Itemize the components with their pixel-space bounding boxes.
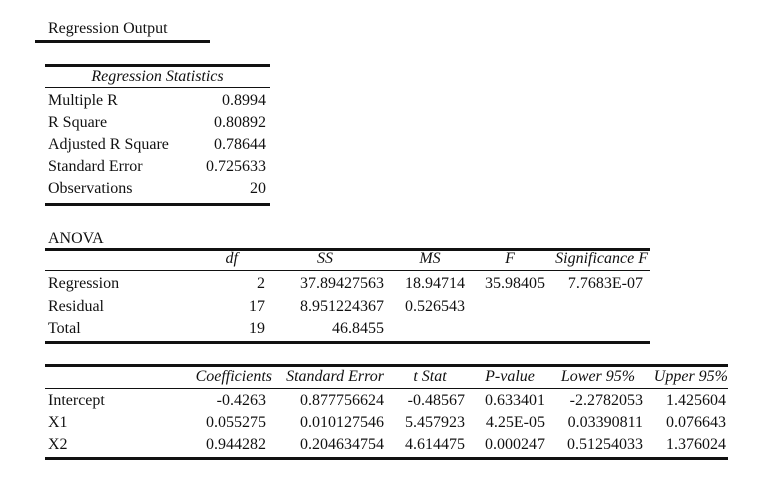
anova-header-significance-f: Significance F <box>555 250 648 267</box>
coef-se-intercept: 0.877756624 <box>300 392 384 409</box>
coef-p-x2: 0.000247 <box>485 436 545 453</box>
coef-upper-intercept: 1.425604 <box>666 392 726 409</box>
stats-header: Regression Statistics <box>91 68 224 85</box>
stats-label-r-square: R Square <box>48 114 108 131</box>
coef-t-x1: 5.457923 <box>405 414 465 431</box>
anova-header-ms: MS <box>419 250 441 267</box>
stats-value-observations: 20 <box>250 180 266 197</box>
title-underline <box>35 40 210 43</box>
stats-header-rule <box>45 87 270 88</box>
stats-value-r-square: 0.80892 <box>214 114 266 131</box>
coef-value-intercept: -0.4263 <box>216 392 266 409</box>
stats-label-adjusted-r-square: Adjusted R Square <box>48 136 169 153</box>
coef-header-p-value: P-value <box>485 368 535 385</box>
coef-lower-intercept: -2.2782053 <box>569 392 643 409</box>
coef-upper-x1: 0.076643 <box>666 414 726 431</box>
coef-label-x1: X1 <box>48 414 68 431</box>
coef-header-lower-95: Lower 95% <box>560 368 636 385</box>
anova-ss-residual: 8.951224367 <box>300 298 384 315</box>
anova-f-regression: 35.98405 <box>485 275 545 292</box>
anova-label-regression: Regression <box>48 275 120 292</box>
anova-ss-total: 46.8455 <box>332 320 384 337</box>
stats-top-rule <box>45 64 270 67</box>
coef-header-standard-error: Standard Error <box>286 368 384 385</box>
coef-bottom-rule <box>45 457 728 460</box>
anova-title: ANOVA <box>48 230 104 247</box>
page-title: Regression Output <box>48 20 168 37</box>
anova-df-residual: 17 <box>249 298 265 315</box>
anova-label-total: Total <box>48 320 81 337</box>
stats-label-multiple-r: Multiple R <box>48 92 118 109</box>
coef-se-x1: 0.010127546 <box>300 414 384 431</box>
anova-sig-regression: 7.7683E-07 <box>567 275 643 292</box>
coef-p-x1: 4.25E-05 <box>485 414 545 431</box>
anova-header-df: df <box>225 250 238 267</box>
stats-value-multiple-r: 0.8994 <box>222 92 266 109</box>
coef-top-rule <box>45 364 728 367</box>
anova-header-rule <box>45 270 650 271</box>
coef-upper-x2: 1.376024 <box>666 436 726 453</box>
coef-header-t-stat: t Stat <box>413 368 447 385</box>
coef-t-intercept: -0.48567 <box>407 392 465 409</box>
coef-t-x2: 4.614475 <box>405 436 465 453</box>
anova-ss-regression: 37.89427563 <box>300 275 384 292</box>
stats-value-adjusted-r-square: 0.78644 <box>214 136 266 153</box>
stats-label-observations: Observations <box>48 180 133 197</box>
anova-bottom-rule <box>45 341 650 344</box>
anova-ms-regression: 18.94714 <box>405 275 465 292</box>
coef-label-x2: X2 <box>48 436 68 453</box>
coef-header-coefficients: Coefficients <box>195 368 272 385</box>
coef-value-x1: 0.055275 <box>206 414 266 431</box>
coef-lower-x2: 0.51254033 <box>567 436 643 453</box>
coef-header-upper-95: Upper 95% <box>653 368 728 385</box>
coef-header-rule <box>45 388 728 389</box>
coef-lower-x1: 0.03390811 <box>567 414 643 431</box>
stats-bottom-rule <box>45 203 270 206</box>
coef-se-x2: 0.204634754 <box>300 436 384 453</box>
anova-df-total: 19 <box>249 320 265 337</box>
anova-ms-residual: 0.526543 <box>405 298 465 315</box>
coef-value-x2: 0.944282 <box>206 436 266 453</box>
anova-header-ss: SS <box>317 250 333 267</box>
coef-p-intercept: 0.633401 <box>485 392 545 409</box>
coef-label-intercept: Intercept <box>48 392 105 409</box>
anova-label-residual: Residual <box>48 298 104 315</box>
anova-header-f: F <box>505 250 515 267</box>
stats-value-standard-error: 0.725633 <box>206 158 266 175</box>
anova-df-regression: 2 <box>257 275 265 292</box>
stats-label-standard-error: Standard Error <box>48 158 143 175</box>
